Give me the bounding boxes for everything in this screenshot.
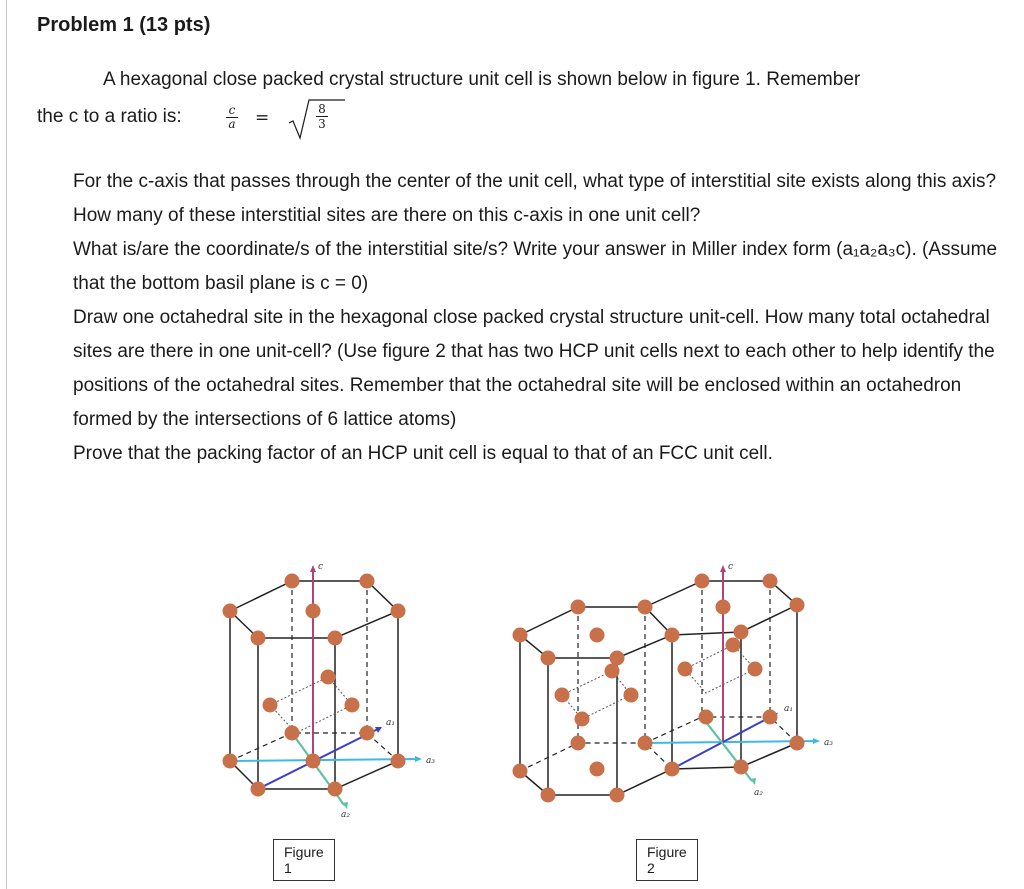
fig1-a3-label: a₃: [426, 756, 435, 766]
figure-2-two-hcp-cells: [0, 555, 1024, 889]
questions-list: [73, 165, 1018, 471]
figure-1-caption: Figure 1: [273, 839, 335, 881]
fig2-a3-label: a₃: [824, 738, 833, 748]
c-over-a-fraction: $\frac{c}{a}$: [226, 104, 238, 131]
fig2-atoms: [513, 574, 805, 803]
sqrt-fraction: $\frac{8}{3}$: [316, 102, 328, 131]
question-2: How many of these interstitial sites are there on this c-axis in one unit cell?: [73, 205, 701, 226]
intro-line-1: A hexagonal close packed crystal structure unit cell is shown below in figure 1. Remember: [103, 69, 861, 90]
equals-sign: =: [255, 108, 270, 128]
figure-2-caption: Figure 2: [636, 839, 698, 881]
fig2-a2-label: a₂: [754, 788, 763, 798]
intro-paragraph: [37, 64, 1007, 95]
fig2-c-label: c: [728, 562, 734, 572]
fig1-a2-label: a₂: [341, 810, 350, 820]
intro-line-2: the c to a ratio is:: [37, 106, 182, 127]
fig2-a1-label: a₁: [784, 704, 793, 714]
fig1-c-label: c: [318, 562, 324, 572]
question-1: For the c-axis that passes through the center of the unit cell, what type of interstitial site exists along this axis?: [73, 171, 997, 192]
question-4: Draw one octahedral site in the hexagonal close packed crystal structure unit-cell. How many total octahedral sites are there in one unit-cell? (Use figure 2 that has two HCP unit cells next to each other to help identify the positions of the octahedral sites. Remember that the octahedral site will be enclosed within an octahedron formed by the intersections of 6 lattice atoms): [73, 307, 995, 430]
problem-title: Problem 1 (13 pts): [37, 14, 211, 36]
question-5: Prove that the packing factor of an HCP unit cell is equal to that of an FCC unit cell.: [73, 443, 773, 464]
question-3: What is/are the coordinate/s of the interstitial site/s? Write your answer in Miller index form (a₁a₂a₃c). (Assume that the bottom basil plane is c = 0): [73, 239, 998, 294]
fig1-a1-label: a₁: [386, 718, 395, 728]
